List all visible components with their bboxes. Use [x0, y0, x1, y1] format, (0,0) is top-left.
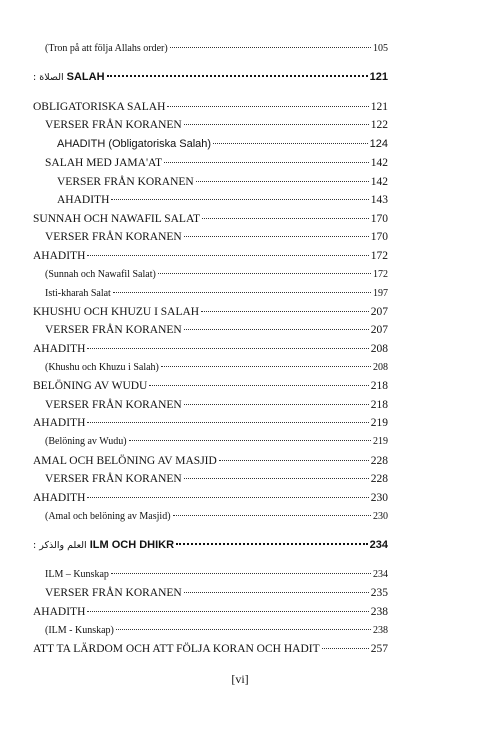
toc-entry	[45, 156, 388, 170]
dot-leader	[87, 611, 368, 612]
dot-leader	[184, 592, 369, 593]
toc-entry-title: ILM OCH DHIKR	[89, 539, 175, 551]
toc-entry	[33, 249, 388, 263]
toc-page-number: 170	[370, 213, 388, 225]
dot-leader	[87, 497, 368, 498]
dot-leader	[149, 385, 368, 386]
dot-leader	[201, 311, 369, 312]
dot-leader	[173, 515, 371, 516]
toc-entry	[45, 586, 388, 600]
toc-entry-title: AHADITH	[33, 492, 86, 504]
toc-entry	[33, 538, 388, 553]
toc-entry	[45, 323, 388, 337]
toc-entry-title: VERSER FRÅN KORANEN	[45, 399, 182, 411]
toc-entry-title: VERSER FRÅN KORANEN	[45, 587, 182, 599]
toc-page-number: 124	[369, 138, 388, 150]
toc-entry	[45, 42, 388, 56]
toc-page-number: 230	[373, 511, 388, 522]
toc-entry-title: SALAH	[66, 71, 105, 83]
dot-leader	[87, 255, 368, 256]
toc-page-number: 218	[370, 380, 388, 392]
toc-entry	[33, 491, 388, 505]
toc-entry-title: (Belöning av Wudu)	[45, 436, 127, 447]
toc-entry	[57, 137, 388, 151]
toc-page-number: 197	[373, 288, 388, 299]
toc-entry	[45, 398, 388, 412]
toc-entry-title: AHADITH (Obligatoriska Salah)	[57, 138, 212, 150]
toc-page-number: 238	[373, 625, 388, 636]
toc-page-number: 208	[370, 343, 388, 355]
page-number: [vi]	[231, 672, 249, 686]
toc-entry	[45, 510, 388, 524]
toc-entry-title: ILM – Kunskap	[45, 569, 109, 580]
toc-page-number: 143	[370, 194, 388, 206]
toc-entry-title: Isti-kharah Salat	[45, 288, 111, 299]
dot-leader	[87, 422, 368, 423]
toc-entry-title: ATT TA LÄRDOM OCH ATT FÖLJA KORAN OCH HADIT	[33, 643, 320, 655]
toc-page-number: 170	[370, 231, 388, 243]
toc-entry-title: KHUSHU OCH KHUZU I SALAH	[33, 306, 200, 318]
toc-entry-title: OBLIGATORISKA SALAH	[33, 101, 166, 113]
toc-entry	[33, 605, 388, 619]
toc-entry	[57, 175, 388, 189]
toc-entry	[45, 568, 388, 582]
toc-page-number: 121	[370, 101, 388, 113]
toc-entry-title: SALAH MED JAMA'AT	[45, 157, 163, 169]
dot-leader	[176, 543, 368, 545]
dot-leader	[219, 460, 369, 461]
toc-page-number: 142	[370, 176, 388, 188]
toc-entry	[45, 472, 388, 486]
toc-entry	[45, 230, 388, 244]
toc-entry-title: AHADITH	[33, 417, 86, 429]
toc-arabic-title: الصلاة :	[33, 72, 64, 83]
toc-entry-title: (Khushu och Khuzu i Salah)	[45, 362, 159, 373]
toc-entry-title: AHADITH	[33, 250, 86, 262]
toc-page-number: 219	[373, 436, 388, 447]
dot-leader	[170, 47, 371, 48]
dot-leader	[164, 162, 369, 163]
toc-entry	[33, 454, 388, 468]
toc-page-number: 228	[370, 455, 388, 467]
toc-entry-title: SUNNAH OCH NAWAFIL SALAT	[33, 213, 201, 225]
toc-entry	[33, 70, 388, 85]
toc-page-number: 172	[373, 269, 388, 280]
toc-page-number: 142	[370, 157, 388, 169]
toc-page-number: 218	[370, 399, 388, 411]
dot-leader	[213, 143, 368, 144]
toc-page-number: 234	[369, 539, 388, 551]
toc-entry-title: VERSER FRÅN KORANEN	[45, 231, 182, 243]
dot-leader	[107, 75, 368, 77]
dot-leader	[196, 181, 369, 182]
toc-entry	[33, 305, 388, 319]
toc-page-number: 121	[369, 71, 388, 83]
toc-entry-title: VERSER FRÅN KORANEN	[45, 119, 182, 131]
toc-entry	[45, 624, 388, 638]
toc-entry-title: BELÖNING AV WUDU	[33, 380, 148, 392]
toc-entry	[45, 435, 388, 449]
dot-leader	[87, 348, 368, 349]
dot-leader	[113, 292, 371, 293]
toc-page-number: 105	[373, 43, 388, 54]
toc-entry	[33, 379, 388, 393]
toc-entry-title: (ILM - Kunskap)	[45, 625, 114, 636]
toc-page-number: 172	[370, 250, 388, 262]
toc-entry-title: AHADITH	[33, 606, 86, 618]
dot-leader	[184, 478, 369, 479]
toc-page-number: 219	[370, 417, 388, 429]
toc-entry	[45, 268, 388, 282]
toc-page-number: 257	[370, 643, 388, 655]
dot-leader	[158, 273, 371, 274]
toc-entry-title: VERSER FRÅN KORANEN	[45, 324, 182, 336]
dot-leader	[322, 648, 369, 649]
toc-entry-title: (Sunnah och Nawafil Salat)	[45, 269, 156, 280]
toc-page-number: 234	[373, 569, 388, 580]
toc-entry	[57, 193, 388, 207]
dot-leader	[167, 106, 368, 107]
toc-entry-title: AMAL OCH BELÖNING AV MASJID	[33, 455, 217, 467]
toc-page-number: 207	[370, 306, 388, 318]
dot-leader	[184, 124, 369, 125]
toc-entry-title: (Tron på att följa Allahs order)	[45, 43, 168, 54]
dot-leader	[202, 218, 369, 219]
dot-leader	[184, 329, 369, 330]
toc-entry	[45, 118, 388, 132]
toc-arabic-title: العلم والذكر :	[33, 540, 87, 551]
toc-entry-title: AHADITH	[33, 343, 86, 355]
toc-entry	[33, 342, 388, 356]
toc-entry	[33, 416, 388, 430]
toc-page-number: 230	[370, 492, 388, 504]
dot-leader	[184, 404, 369, 405]
toc-entry-title: VERSER FRÅN KORANEN	[45, 473, 182, 485]
toc-entry	[45, 287, 388, 301]
toc-entry	[33, 642, 388, 656]
toc-entry	[33, 100, 388, 114]
dot-leader	[129, 440, 371, 441]
toc-entry-title: (Amal och belöning av Masjid)	[45, 511, 171, 522]
toc-entry	[45, 361, 388, 375]
dot-leader	[111, 199, 368, 200]
toc-entry-title: AHADITH	[57, 194, 110, 206]
toc-page-number: 122	[370, 119, 388, 131]
toc-entry	[33, 212, 388, 226]
toc-page-number: 228	[370, 473, 388, 485]
toc-page-number: 235	[370, 587, 388, 599]
dot-leader	[184, 236, 369, 237]
toc-page-number: 238	[370, 606, 388, 618]
dot-leader	[116, 629, 371, 630]
toc-page-number: 207	[370, 324, 388, 336]
dot-leader	[161, 366, 371, 367]
toc-page-number: 208	[373, 362, 388, 373]
dot-leader	[111, 573, 371, 574]
toc-entry-title: VERSER FRÅN KORANEN	[57, 176, 194, 188]
